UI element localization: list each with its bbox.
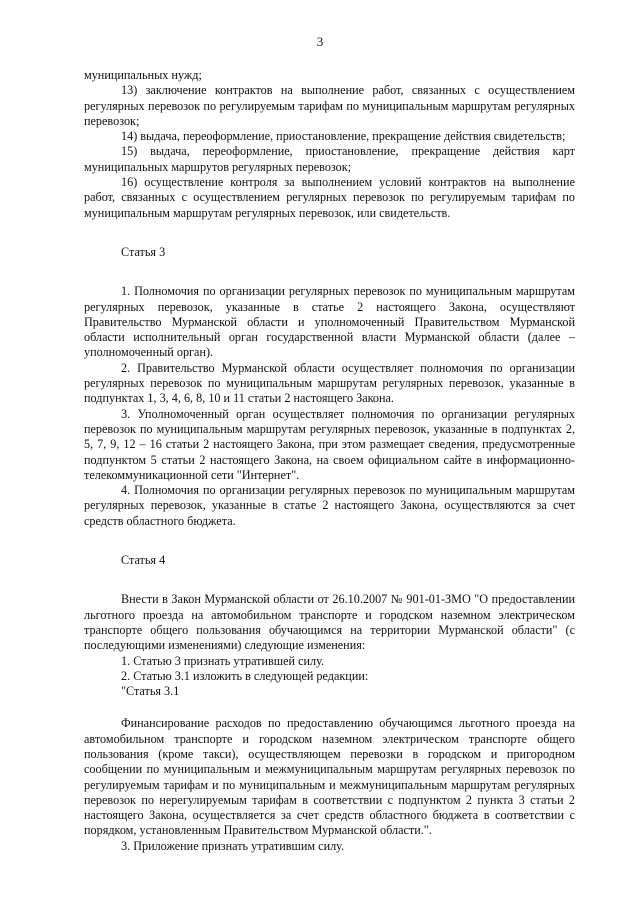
article-4-intro: Внести в Закон Мурманской области от 26.10.2007 № 901-01-ЗМО "О предоставлении льготного проезда на автомобильном транспорте и городском наземном электрическом транспорте общего пользования обучающимся на территории Мурманской области" (с последующими изменениями) следующие изменения: xyxy=(84,592,575,653)
article-4-item: 2. Статью 3.1 изложить в следующей редакции: xyxy=(121,668,369,683)
list-item: 13) заключение контрактов на выполнение работ, связанных с осуществлением регулярных перевозок по регулируемым тарифам по муниципальным маршрутам регулярных перевозок; xyxy=(84,83,575,128)
article-3-paragraph: 2. Правительство Мурманской области осуществляет полномочия по организации регулярных перевозок по муниципальным маршрутам регулярных перевозок, указанные в подпунктах 1, 3, 4, 6, 8, 10 и 11 статьи 2 настоящего Закона. xyxy=(84,360,575,406)
list-item: муниципальных нужд; xyxy=(84,68,202,82)
article-4-item: 1. Статью 3 признать утратившей силу. xyxy=(121,653,325,668)
article-4-item: 3. Приложение признать утратившим силу. xyxy=(121,838,345,853)
article-3-paragraph: 3. Уполномоченный орган осуществляет полномочия по организации регулярных перевозок по муниципальным маршрутам регулярных перевозок, указанные в подпунктах 2, 5, 7, 9, 12 – 16 статьи 2 настоящего Закона, при этом размещает сведения, предусмотренные подпунктом 5 статьи 2 настоящего Закона, на своем официальном сайте в информационно-телекоммуникационной сети "Интернет". xyxy=(84,406,575,482)
article-3-paragraph: 1. Полномочия по организации регулярных перевозок по муниципальным маршрутам регулярных перевозок, указанные в статье 2 настоящего Закона, осуществляют Правительство Мурманской области и уполномоченный Правительством Мурманской области исполнительный орган государственной власти Мурманской области (далее – уполномоченный орган). xyxy=(84,284,575,360)
document-body xyxy=(84,68,575,854)
list-item: 16) осуществление контроля за выполнением условий контрактов на выполнение работ, связанных с осуществлением регулярных перевозок по регулируемым тарифам по муниципальным маршрутам регулярных перевозок, или свидетельств. xyxy=(84,175,575,220)
article-3-heading: Статья 3 xyxy=(121,244,166,259)
article-4-heading: Статья 4 xyxy=(121,553,166,568)
list-item: 15) выдача, переоформление, приостановление, прекращение действия карт муниципальных маршрутов регулярных перевозок; xyxy=(84,144,575,174)
quote-body: Финансирование расходов по предоставлению обучающимся льготного проезда на автомобильном транспорте и городском наземном электрическом транспорте общего пользования (кроме такси), осуществляющем перевозки в городском и пригородном сообщении по муниципальным и межмуниципальным маршрутам регулярных перевозок по регулируемым тарифам и по муниципальным и межмуниципальным маршрутам регулярных перевозок по нерегулируемым тарифам в соответствии с подпунктом 2 пункта 3 статьи 2 настоящего Закона, осуществляется за счет средств областного бюджета в соответствии с порядком, установленным Правительством Мурманской области.". xyxy=(84,716,575,838)
list-item: 14) выдача, переоформление, приостановление, прекращение действия свидетельств; xyxy=(121,129,566,144)
article-3-paragraph: 4. Полномочия по организации регулярных перевозок по муниципальным маршрутам регулярных перевозок, указанные в статье 2 настоящего Закона, осуществляются за счет средств областного бюджета. xyxy=(84,483,575,528)
page-number: 3 xyxy=(316,34,324,49)
quote-heading: "Статья 3.1 xyxy=(121,684,180,699)
